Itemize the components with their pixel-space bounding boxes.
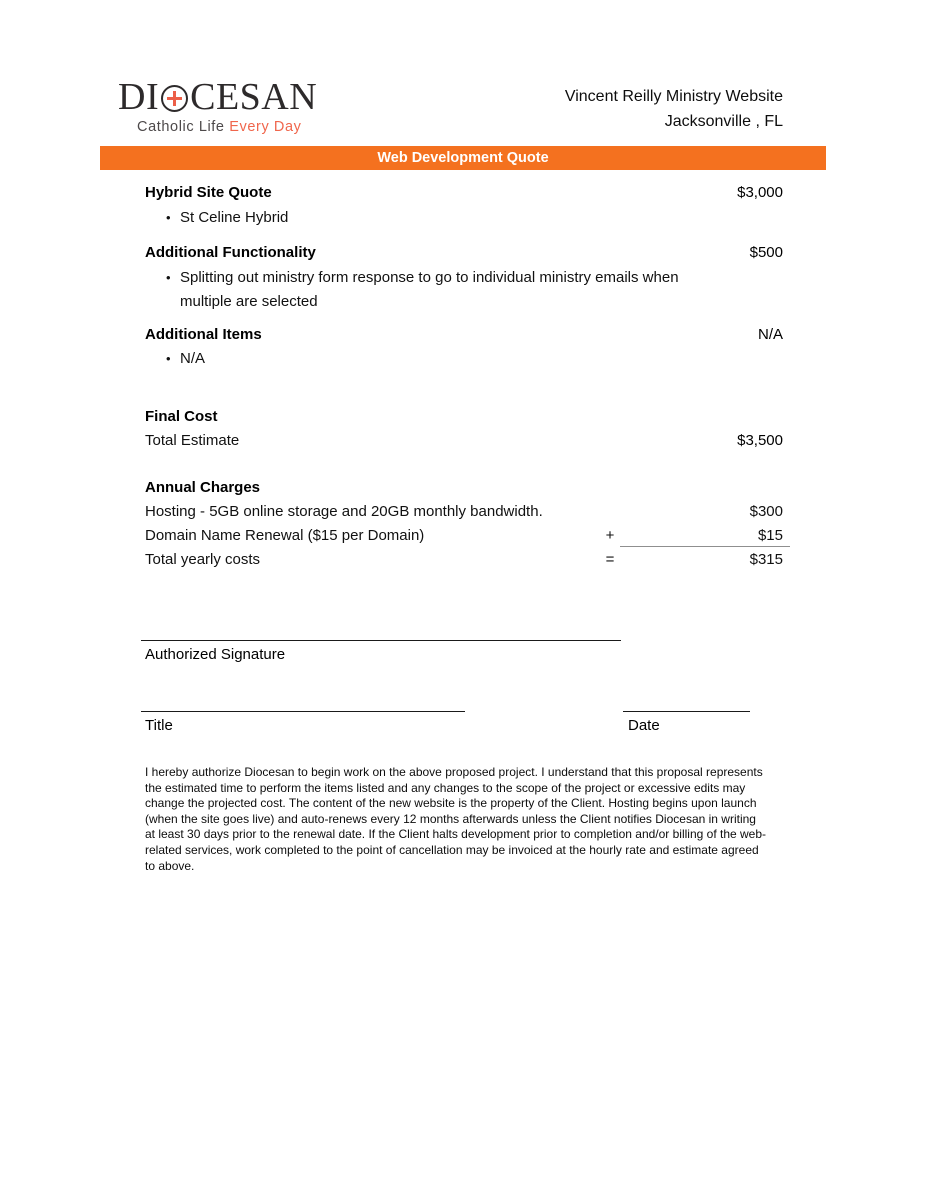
section-additional-functionality <box>145 244 783 262</box>
bullet-icon: • <box>166 270 171 285</box>
charge-label: Hosting - 5GB online storage and 20GB monthly bandwidth. <box>145 503 543 520</box>
charge-amount: $300 <box>749 503 783 520</box>
wordmark-right: CESAN <box>190 76 318 118</box>
charge-label: Total yearly costs <box>145 551 261 568</box>
bullet-item <box>145 266 748 314</box>
title-line <box>141 711 465 712</box>
diocesan-wordmark <box>118 78 317 116</box>
bullet-item <box>145 206 748 230</box>
charge-amount: $15 <box>757 527 783 544</box>
tagline-accent: Every Day <box>229 119 302 135</box>
date-line <box>623 711 750 712</box>
date-label: Date <box>628 717 660 734</box>
annual-charges-heading: Annual Charges <box>145 479 261 496</box>
charge-operator: = <box>605 551 615 568</box>
total-estimate-label: Total Estimate <box>145 432 240 449</box>
bullet-item <box>145 347 748 371</box>
bullet-icon: • <box>166 210 171 225</box>
tagline-main: Catholic Life <box>137 119 230 135</box>
bullet-icon: • <box>166 351 171 366</box>
sum-divider-line <box>620 546 790 547</box>
total-estimate-amount: $3,500 <box>737 432 783 449</box>
bullet-text: Splitting out ministry form response to go to individual ministry emails when multiple are selected <box>180 269 679 310</box>
project-name: Vincent Reilly Ministry Website <box>564 88 783 105</box>
wordmark-left: DI <box>118 76 160 118</box>
authorized-signature-line <box>141 640 621 641</box>
diocesan-logo <box>118 78 317 135</box>
final-cost-heading: Final Cost <box>145 408 218 425</box>
quote-title-banner: Web Development Quote <box>100 146 826 170</box>
section-hybrid-site-quote <box>145 184 783 202</box>
project-location: Jacksonville , FL <box>664 113 783 130</box>
charge-label: Domain Name Renewal ($15 per Domain) <box>145 527 425 544</box>
total-estimate-row <box>145 432 783 450</box>
final-cost-heading-row <box>145 408 783 426</box>
section-heading: Additional Functionality <box>145 244 316 261</box>
section-heading: Additional Items <box>145 326 262 343</box>
section-amount: N/A <box>757 326 783 343</box>
logo-tagline <box>118 119 317 135</box>
bullet-text: N/A <box>180 350 206 367</box>
title-label: Title <box>145 717 173 734</box>
section-heading: Hybrid Site Quote <box>145 184 272 201</box>
circle-plus-icon <box>161 85 188 112</box>
charge-operator: + <box>605 527 615 544</box>
section-amount: $500 <box>749 244 783 261</box>
authorized-signature-label: Authorized Signature <box>145 646 286 663</box>
section-amount: $3,000 <box>737 184 783 201</box>
charge-amount: $315 <box>749 551 783 568</box>
client-header <box>565 84 783 134</box>
annual-charges-heading-row <box>145 479 783 497</box>
terms-paragraph: I hereby authorize Diocesan to begin work on the above proposed project. I understand that this proposal represents the estimated time to perform the items listed and any changes to the scope of the project or excessive edits may change the projected cost. The content of the new website is the property of the Client. Hosting begins upon launch (when the site goes live) and auto-renews every 12 months afterwards unless the Client notifies Diocesan in writing at least 30 days prior to the renewal date. If the Client halts development prior to completion and/or billing of the web-related services, work completed to the point of cancellation may be invoiced at the hourly rate and estimate agreed to above. <box>145 765 767 873</box>
bullet-text: St Celine Hybrid <box>180 209 289 226</box>
section-additional-items <box>145 326 783 344</box>
